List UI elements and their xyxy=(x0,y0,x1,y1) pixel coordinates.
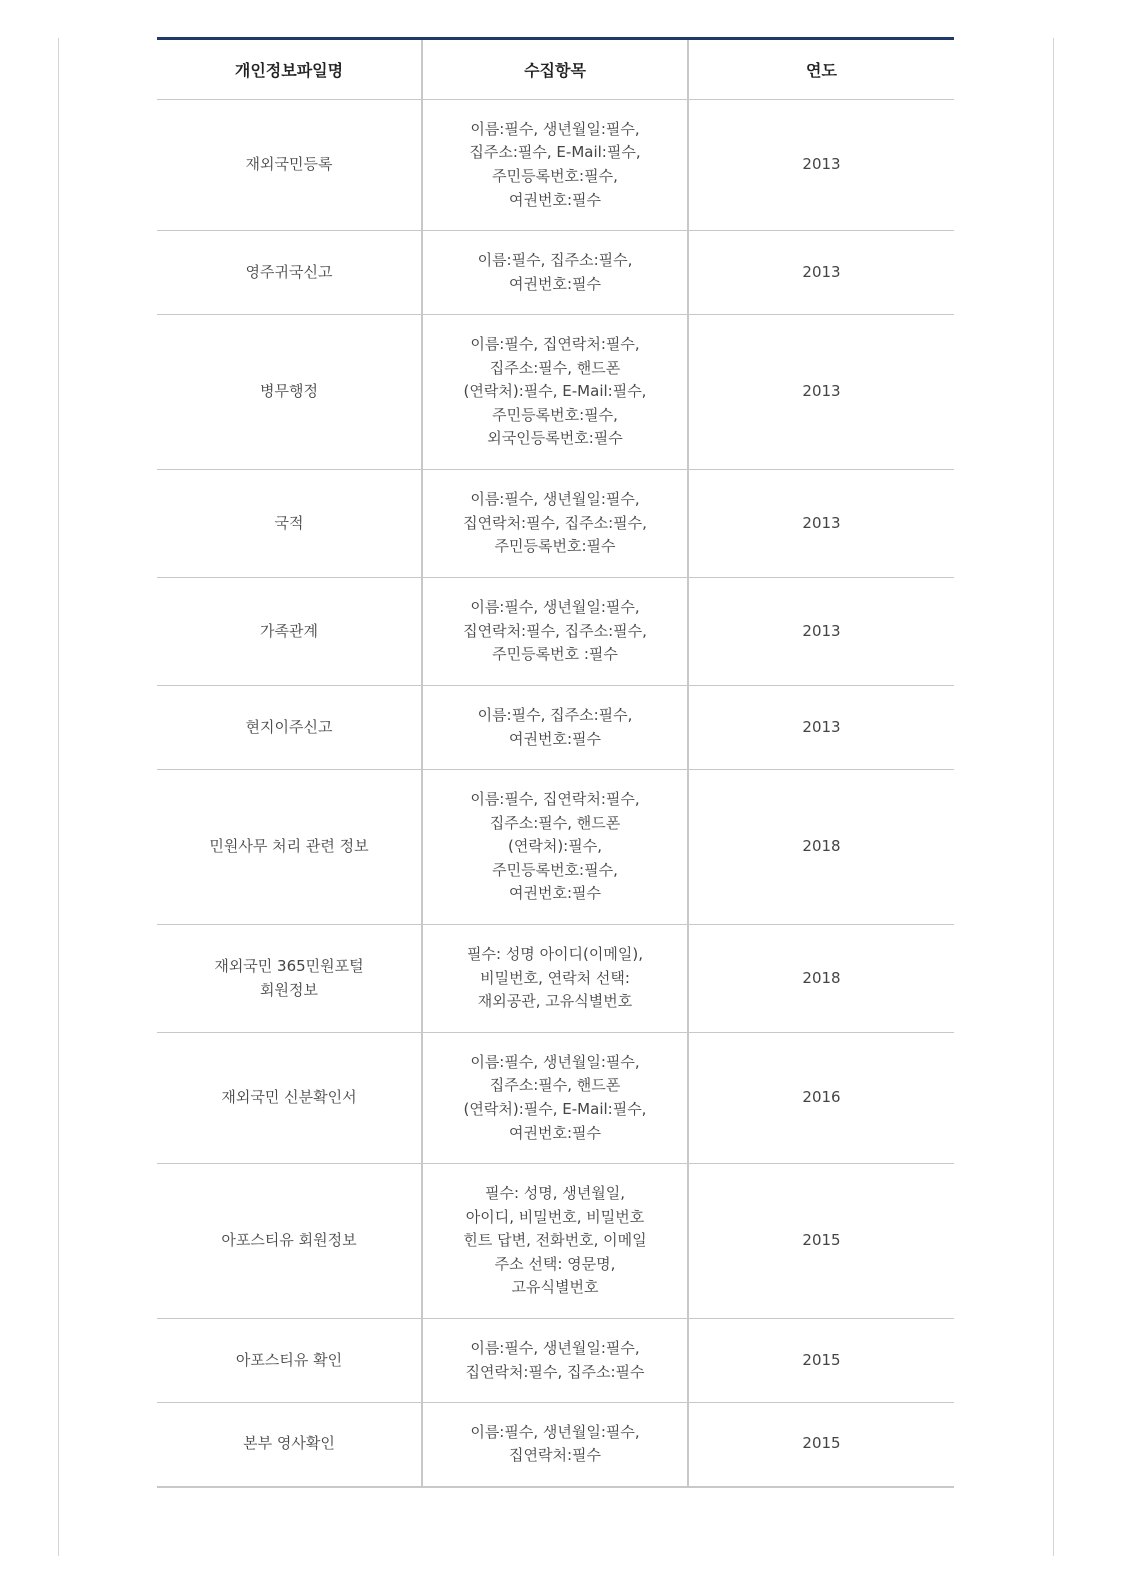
file-name-cell xyxy=(157,1033,422,1164)
header-collected-items: 수집항목 xyxy=(422,40,688,100)
file-name-cell xyxy=(157,231,422,315)
collected-items-text: 필수: 성명, 생년월일, 아이디, 비밀번호, 비밀번호 힌트 답변, 전화번호, 이메일 주소 선택: 영문명, 고유식별번호 xyxy=(463,1184,647,1297)
file-name-cell xyxy=(157,100,422,231)
year-cell: 2015 xyxy=(688,1164,954,1319)
file-name-cell xyxy=(157,770,422,925)
collected-items-text: 이름:필수, 생년월일:필수, 집주소:필수, E-Mail:필수, 주민등록번호:필수, 여권번호:필수 xyxy=(469,119,641,209)
file-name-cell xyxy=(157,1164,422,1319)
collected-items-text: 이름:필수, 집연락처:필수, 집주소:필수, 핸드폰 (연락처):필수, E-Mail:필수, 주민등록번호:필수, 외국인등록번호:필수 xyxy=(463,335,647,448)
file-name-cell xyxy=(157,1319,422,1403)
file-name-text: 현지이주신고 xyxy=(245,717,333,736)
collected-items-cell xyxy=(422,925,688,1033)
year-cell: 2013 xyxy=(688,231,954,315)
collected-items-text: 이름:필수, 생년월일:필수, 집연락처:필수, 집주소:필수 xyxy=(465,1338,645,1381)
collected-items-text: 이름:필수, 생년월일:필수, 집연락처:필수 xyxy=(470,1422,640,1465)
file-name-cell xyxy=(157,578,422,686)
privacy-file-table xyxy=(157,40,954,1488)
year-cell: 2015 xyxy=(688,1319,954,1403)
year-cell: 2015 xyxy=(688,1403,954,1487)
table-body xyxy=(157,100,954,1487)
privacy-file-table-container xyxy=(157,37,954,1488)
year-cell: 2013 xyxy=(688,578,954,686)
table-row xyxy=(157,1033,954,1164)
year-cell: 2013 xyxy=(688,100,954,231)
collected-items-cell xyxy=(422,1403,688,1487)
left-page-rule xyxy=(58,38,59,1556)
table-row xyxy=(157,100,954,231)
collected-items-text: 이름:필수, 생년월일:필수, 집연락처:필수, 집주소:필수, 주민등록번호 :필수 xyxy=(463,598,647,664)
collected-items-cell xyxy=(422,1164,688,1319)
table-row xyxy=(157,770,954,925)
table-row xyxy=(157,231,954,315)
year-cell: 2013 xyxy=(688,686,954,770)
table-row xyxy=(157,315,954,470)
collected-items-cell xyxy=(422,578,688,686)
collected-items-cell xyxy=(422,686,688,770)
collected-items-text: 이름:필수, 집주소:필수, 여권번호:필수 xyxy=(477,705,633,748)
collected-items-text: 이름:필수, 집연락처:필수, 집주소:필수, 핸드폰 (연락처):필수, 주민등록번호:필수, 여권번호:필수 xyxy=(470,790,640,903)
collected-items-text: 이름:필수, 생년월일:필수, 집연락처:필수, 집주소:필수, 주민등록번호:필수 xyxy=(463,490,647,556)
collected-items-cell xyxy=(422,315,688,470)
header-year: 연도 xyxy=(688,40,954,100)
table-header xyxy=(157,40,954,100)
file-name-text: 아포스티유 확인 xyxy=(235,1350,343,1369)
file-name-cell xyxy=(157,470,422,578)
collected-items-text: 이름:필수, 집주소:필수, 여권번호:필수 xyxy=(477,250,633,293)
file-name-text: 재외국민 신분확인서 xyxy=(221,1088,357,1107)
table-row xyxy=(157,578,954,686)
year-cell: 2013 xyxy=(688,470,954,578)
file-name-cell xyxy=(157,315,422,470)
file-name-text: 민원사무 처리 관련 정보 xyxy=(209,837,369,856)
table-row xyxy=(157,1164,954,1319)
collected-items-cell xyxy=(422,231,688,315)
right-page-rule xyxy=(1053,38,1054,1556)
collected-items-cell xyxy=(422,1319,688,1403)
file-name-text: 본부 영사확인 xyxy=(243,1434,335,1453)
file-name-text: 국적 xyxy=(274,513,304,532)
header-file-name: 개인정보파일명 xyxy=(157,40,422,100)
collected-items-cell xyxy=(422,1033,688,1164)
file-name-text: 재외국민 365민원포털 회원정보 xyxy=(214,956,364,999)
collected-items-cell xyxy=(422,470,688,578)
table-row xyxy=(157,925,954,1033)
year-cell: 2018 xyxy=(688,770,954,925)
collected-items-cell xyxy=(422,770,688,925)
file-name-cell xyxy=(157,686,422,770)
table-row xyxy=(157,686,954,770)
file-name-cell xyxy=(157,925,422,1033)
table-row xyxy=(157,1319,954,1403)
file-name-text: 재외국민등록 xyxy=(245,155,333,174)
file-name-text: 병무행정 xyxy=(260,382,318,401)
file-name-cell xyxy=(157,1403,422,1487)
header-row xyxy=(157,40,954,100)
collected-items-cell xyxy=(422,100,688,231)
file-name-text: 영주귀국신고 xyxy=(245,262,333,281)
table-row xyxy=(157,470,954,578)
year-cell: 2013 xyxy=(688,315,954,470)
file-name-text: 아포스티유 회원정보 xyxy=(221,1231,357,1250)
year-cell: 2018 xyxy=(688,925,954,1033)
collected-items-text: 필수: 성명 아이디(이메일), 비밀번호, 연락처 선택: 재외공관, 고유식별번호 xyxy=(467,945,643,1011)
table-row xyxy=(157,1403,954,1487)
year-cell: 2016 xyxy=(688,1033,954,1164)
file-name-text: 가족관계 xyxy=(260,621,318,640)
collected-items-text: 이름:필수, 생년월일:필수, 집주소:필수, 핸드폰 (연락처):필수, E-Mail:필수, 여권번호:필수 xyxy=(463,1052,647,1142)
